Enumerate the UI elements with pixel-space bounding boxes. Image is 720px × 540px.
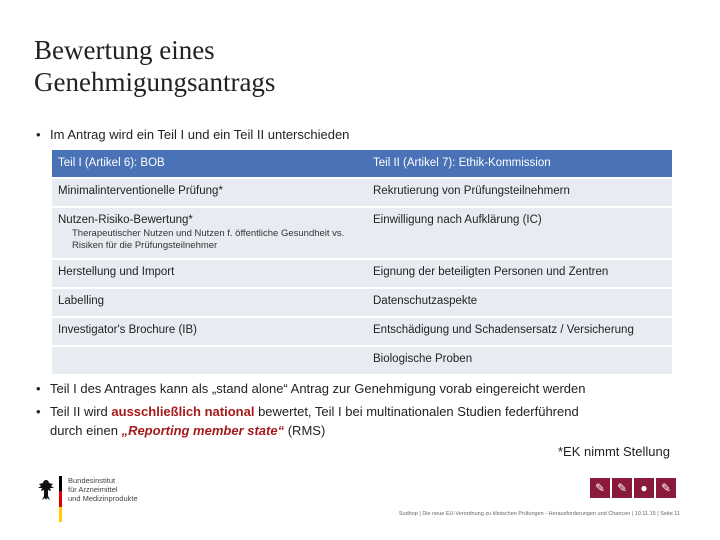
slide-title-line-2: Genehmigungsantrags	[34, 67, 276, 97]
bullet-icon: •	[36, 127, 41, 142]
bullet-part-two-text-2: bewertet, Teil I bei multinationalen Studien federführend	[254, 404, 579, 419]
cell-part-2: Datenschutzaspekte	[367, 289, 672, 316]
cell-part-1-subtext: Therapeutischer Nutzen und Nutzen f. öffentliche Gesundheit vs. Risiken für die Prüfungsteilnehmer	[72, 228, 345, 251]
logo-text	[68, 476, 138, 503]
logo-line-1: Bundesinstitut	[68, 476, 116, 485]
bullet-part-two-text-1: Teil II wird	[50, 404, 112, 419]
cell-part-2: Entschädigung und Schadensersatz / Versicherung	[367, 318, 672, 345]
national-highlight: ausschließlich national	[111, 404, 255, 419]
header-part-1: Teil I (Artikel 6): BOB	[52, 150, 367, 177]
table-row	[52, 208, 672, 258]
header-part-2: Teil II (Artikel 7): Ethik-Kommission	[367, 150, 672, 177]
bullet-rms-text-1: durch einen	[50, 423, 122, 438]
footer-text: Sudhop | Die neue EU-Verordnung zu klinischen Prüfungen - Herausforderungen und Chancen | 10.11.15 | Seite 11	[398, 511, 680, 517]
parts-table	[52, 148, 672, 376]
table-row	[52, 260, 672, 287]
flag-stripe-gold	[59, 507, 62, 522]
bullet-part-two-continuation	[50, 421, 325, 440]
flag-stripe-black	[59, 476, 62, 491]
logo-line-2: für Arzneimittel	[68, 485, 118, 494]
bullet-stand-alone	[36, 379, 586, 398]
cell-part-1: Labelling	[52, 289, 367, 316]
slide-title-line-1: Bewertung eines	[34, 35, 215, 65]
slide-title	[34, 34, 634, 98]
german-flag-stripe	[59, 476, 62, 522]
table-row	[52, 179, 672, 206]
bullet-stand-alone-text: Teil I des Antrages kann als „stand alone“ Antrag zur Genehmigung vorab eingereicht werden	[50, 381, 586, 396]
pen-icon: ✎	[590, 478, 610, 498]
cell-part-1	[52, 347, 367, 374]
cell-part-2: Einwilligung nach Aufklärung (IC)	[367, 208, 672, 258]
bfarm-logo	[36, 476, 166, 522]
cell-part-1-main: Nutzen-Risiko-Bewertung*	[58, 214, 193, 226]
cell-part-1: Investigator's Brochure (IB)	[52, 318, 367, 345]
bullet-icon: •	[36, 381, 41, 396]
cell-part-1: Minimalinterventionelle Prüfung*	[52, 179, 367, 206]
cell-part-1: Herstellung und Import	[52, 260, 367, 287]
table-row	[52, 289, 672, 316]
cell-part-2: Rekrutierung von Prüfungsteilnehmern	[367, 179, 672, 206]
bullet-rms-text-2: (RMS)	[284, 423, 326, 438]
bullet-part-two	[36, 402, 579, 421]
bullet-icon: •	[36, 404, 41, 419]
intro-bullet-text: Im Antrag wird ein Teil I und ein Teil II unterschieden	[50, 127, 350, 142]
cell-part-2: Eignung der beteiligten Personen und Zentren	[367, 260, 672, 287]
syringe-icon: ✎	[612, 478, 632, 498]
federal-eagle-icon	[36, 478, 56, 502]
pill-icon: ●	[634, 478, 654, 498]
flag-stripe-red	[59, 491, 62, 506]
test-tube-icon: ✎	[656, 478, 676, 498]
cell-part-2: Biologische Proben	[367, 347, 672, 374]
table-row	[52, 347, 672, 374]
cell-part-1	[52, 208, 367, 258]
intro-bullet	[36, 125, 350, 144]
table-row	[52, 318, 672, 345]
table-header-row	[52, 150, 672, 177]
rms-highlight: „Reporting member state“	[121, 423, 285, 438]
ek-footnote: *EK nimmt Stellung	[558, 444, 670, 459]
logo-line-3: und Medizinprodukte	[68, 494, 138, 503]
